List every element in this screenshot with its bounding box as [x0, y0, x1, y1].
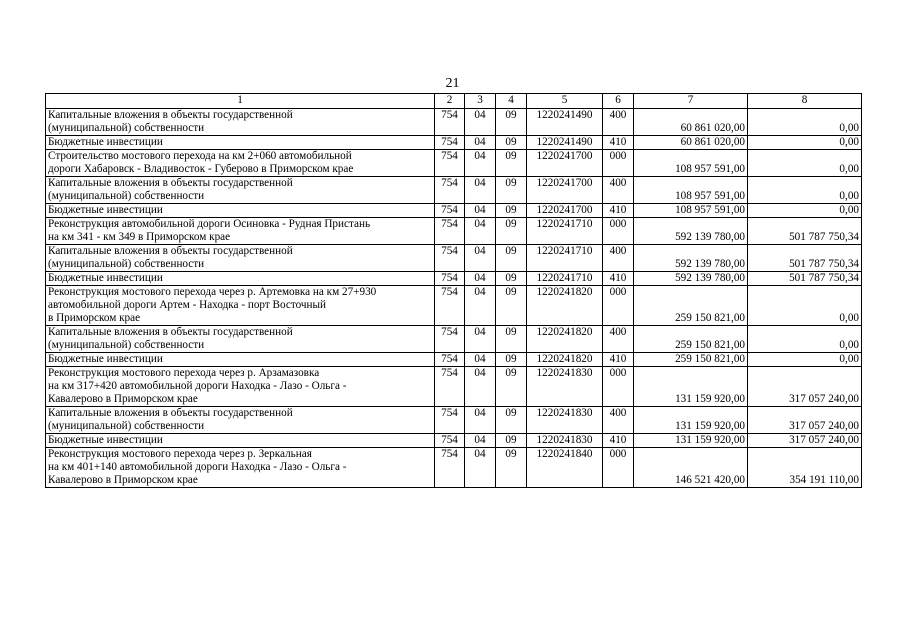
expense-type-code: 400 — [603, 407, 634, 434]
target-article-code: 1220241830 — [527, 434, 603, 448]
target-article-code: 1220241700 — [527, 204, 603, 218]
table-row — [46, 448, 862, 488]
subsection-code: 09 — [496, 326, 527, 353]
table-row — [46, 367, 862, 407]
expense-type-code: 000 — [603, 150, 634, 177]
budget-code: 754 — [435, 272, 465, 286]
table-row — [46, 326, 862, 353]
row-name: Капитальные вложения в объекты государственной (муниципальной) собственности — [46, 326, 435, 353]
subsection-code: 09 — [496, 407, 527, 434]
expense-type-code: 410 — [603, 272, 634, 286]
subsection-code: 09 — [496, 272, 527, 286]
section-code: 04 — [465, 367, 496, 407]
amount-year-2: 317 057 240,00 — [748, 434, 862, 448]
amount-year-2: 501 787 750,34 — [748, 245, 862, 272]
amount-year-1: 259 150 821,00 — [634, 286, 748, 326]
column-header: 1 — [46, 94, 435, 109]
target-article-code: 1220241820 — [527, 326, 603, 353]
amount-year-1: 108 957 591,00 — [634, 204, 748, 218]
subsection-code: 09 — [496, 109, 527, 136]
budget-code: 754 — [435, 326, 465, 353]
row-name: Капитальные вложения в объекты государственной (муниципальной) собственности — [46, 109, 435, 136]
section-code: 04 — [465, 150, 496, 177]
target-article-code: 1220241840 — [527, 448, 603, 488]
column-header: 3 — [465, 94, 496, 109]
subsection-code: 09 — [496, 353, 527, 367]
section-code: 04 — [465, 177, 496, 204]
section-code: 04 — [465, 434, 496, 448]
section-code: 04 — [465, 407, 496, 434]
target-article-code: 1220241820 — [527, 353, 603, 367]
budget-table — [45, 93, 862, 488]
subsection-code: 09 — [496, 218, 527, 245]
amount-year-2: 0,00 — [748, 353, 862, 367]
expense-type-code: 410 — [603, 353, 634, 367]
budget-code: 754 — [435, 367, 465, 407]
row-name: Реконструкция мостового перехода через р. Арзамазовка на км 317+420 автомобильной дороги Находка - Лазо - Ольга - Кавалерово в Приморском крае — [46, 367, 435, 407]
table-row — [46, 204, 862, 218]
target-article-code: 1220241820 — [527, 286, 603, 326]
row-name: Бюджетные инвестиции — [46, 353, 435, 367]
row-name: Капитальные вложения в объекты государственной (муниципальной) собственности — [46, 245, 435, 272]
budget-code: 754 — [435, 448, 465, 488]
row-name: Реконструкция мостового перехода через р. Артемовка на км 27+930 автомобильной дороги Артем - Находка - порт Восточный в Приморском крае — [46, 286, 435, 326]
budget-code: 754 — [435, 407, 465, 434]
row-name: Бюджетные инвестиции — [46, 434, 435, 448]
target-article-code: 1220241490 — [527, 136, 603, 150]
row-name: Строительство мостового перехода на км 2+060 автомобильной дороги Хабаровск - Владивосток - Губерово в Приморском крае — [46, 150, 435, 177]
section-code: 04 — [465, 326, 496, 353]
amount-year-2: 0,00 — [748, 326, 862, 353]
amount-year-2: 0,00 — [748, 177, 862, 204]
expense-type-code: 400 — [603, 177, 634, 204]
section-code: 04 — [465, 109, 496, 136]
amount-year-2: 317 057 240,00 — [748, 367, 862, 407]
expense-type-code: 000 — [603, 218, 634, 245]
amount-year-1: 146 521 420,00 — [634, 448, 748, 488]
target-article-code: 1220241710 — [527, 245, 603, 272]
page-number: 21 — [445, 76, 460, 91]
table-row — [46, 434, 862, 448]
target-article-code: 1220241490 — [527, 109, 603, 136]
expense-type-code: 410 — [603, 136, 634, 150]
amount-year-1: 592 139 780,00 — [634, 218, 748, 245]
section-code: 04 — [465, 448, 496, 488]
column-header: 5 — [527, 94, 603, 109]
amount-year-1: 131 159 920,00 — [634, 407, 748, 434]
budget-code: 754 — [435, 353, 465, 367]
budget-code: 754 — [435, 204, 465, 218]
subsection-code: 09 — [496, 434, 527, 448]
subsection-code: 09 — [496, 367, 527, 407]
amount-year-2: 501 787 750,34 — [748, 272, 862, 286]
table-row — [46, 109, 862, 136]
budget-code: 754 — [435, 177, 465, 204]
section-code: 04 — [465, 286, 496, 326]
expense-type-code: 410 — [603, 204, 634, 218]
target-article-code: 1220241700 — [527, 177, 603, 204]
column-header: 7 — [634, 94, 748, 109]
target-article-code: 1220241830 — [527, 407, 603, 434]
table-row — [46, 245, 862, 272]
target-article-code: 1220241700 — [527, 150, 603, 177]
amount-year-2: 0,00 — [748, 286, 862, 326]
amount-year-1: 108 957 591,00 — [634, 150, 748, 177]
amount-year-2: 501 787 750,34 — [748, 218, 862, 245]
target-article-code: 1220241710 — [527, 218, 603, 245]
table-row — [46, 286, 862, 326]
column-header: 4 — [496, 94, 527, 109]
amount-year-1: 131 159 920,00 — [634, 434, 748, 448]
target-article-code: 1220241830 — [527, 367, 603, 407]
header-row — [46, 94, 862, 109]
table-row — [46, 150, 862, 177]
table-row — [46, 407, 862, 434]
amount-year-1: 60 861 020,00 — [634, 109, 748, 136]
budget-code: 754 — [435, 286, 465, 326]
subsection-code: 09 — [496, 245, 527, 272]
column-header: 6 — [603, 94, 634, 109]
section-code: 04 — [465, 272, 496, 286]
row-name: Капитальные вложения в объекты государственной (муниципальной) собственности — [46, 177, 435, 204]
amount-year-1: 592 139 780,00 — [634, 272, 748, 286]
table-row — [46, 353, 862, 367]
table-row — [46, 272, 862, 286]
section-code: 04 — [465, 218, 496, 245]
subsection-code: 09 — [496, 204, 527, 218]
table-row — [46, 218, 862, 245]
subsection-code: 09 — [496, 286, 527, 326]
budget-code: 754 — [435, 218, 465, 245]
expense-type-code: 000 — [603, 367, 634, 407]
subsection-code: 09 — [496, 150, 527, 177]
amount-year-1: 131 159 920,00 — [634, 367, 748, 407]
amount-year-1: 108 957 591,00 — [634, 177, 748, 204]
budget-code: 754 — [435, 150, 465, 177]
expense-type-code: 000 — [603, 448, 634, 488]
section-code: 04 — [465, 353, 496, 367]
expense-type-code: 400 — [603, 326, 634, 353]
amount-year-1: 592 139 780,00 — [634, 245, 748, 272]
section-code: 04 — [465, 204, 496, 218]
amount-year-1: 259 150 821,00 — [634, 326, 748, 353]
column-header: 8 — [748, 94, 862, 109]
budget-code: 754 — [435, 245, 465, 272]
row-name: Бюджетные инвестиции — [46, 136, 435, 150]
row-name: Реконструкция мостового перехода через р. Зеркальная на км 401+140 автомобильной дороги Находка - Лазо - Ольга - Кавалерово в Приморском крае — [46, 448, 435, 488]
row-name: Бюджетные инвестиции — [46, 204, 435, 218]
column-header: 2 — [435, 94, 465, 109]
subsection-code: 09 — [496, 177, 527, 204]
budget-code: 754 — [435, 136, 465, 150]
table-row — [46, 136, 862, 150]
table-row — [46, 177, 862, 204]
expense-type-code: 000 — [603, 286, 634, 326]
section-code: 04 — [465, 245, 496, 272]
amount-year-2: 0,00 — [748, 136, 862, 150]
row-name: Капитальные вложения в объекты государственной (муниципальной) собственности — [46, 407, 435, 434]
section-code: 04 — [465, 136, 496, 150]
row-name: Реконструкция автомобильной дороги Осиновка - Рудная Пристань на км 341 - км 349 в Приморском крае — [46, 218, 435, 245]
row-name: Бюджетные инвестиции — [46, 272, 435, 286]
subsection-code: 09 — [496, 136, 527, 150]
amount-year-2: 0,00 — [748, 204, 862, 218]
expense-type-code: 400 — [603, 245, 634, 272]
amount-year-2: 0,00 — [748, 109, 862, 136]
budget-code: 754 — [435, 109, 465, 136]
amount-year-1: 259 150 821,00 — [634, 353, 748, 367]
subsection-code: 09 — [496, 448, 527, 488]
amount-year-1: 60 861 020,00 — [634, 136, 748, 150]
expense-type-code: 410 — [603, 434, 634, 448]
target-article-code: 1220241710 — [527, 272, 603, 286]
expense-type-code: 400 — [603, 109, 634, 136]
amount-year-2: 354 191 110,00 — [748, 448, 862, 488]
budget-code: 754 — [435, 434, 465, 448]
amount-year-2: 0,00 — [748, 150, 862, 177]
amount-year-2: 317 057 240,00 — [748, 407, 862, 434]
